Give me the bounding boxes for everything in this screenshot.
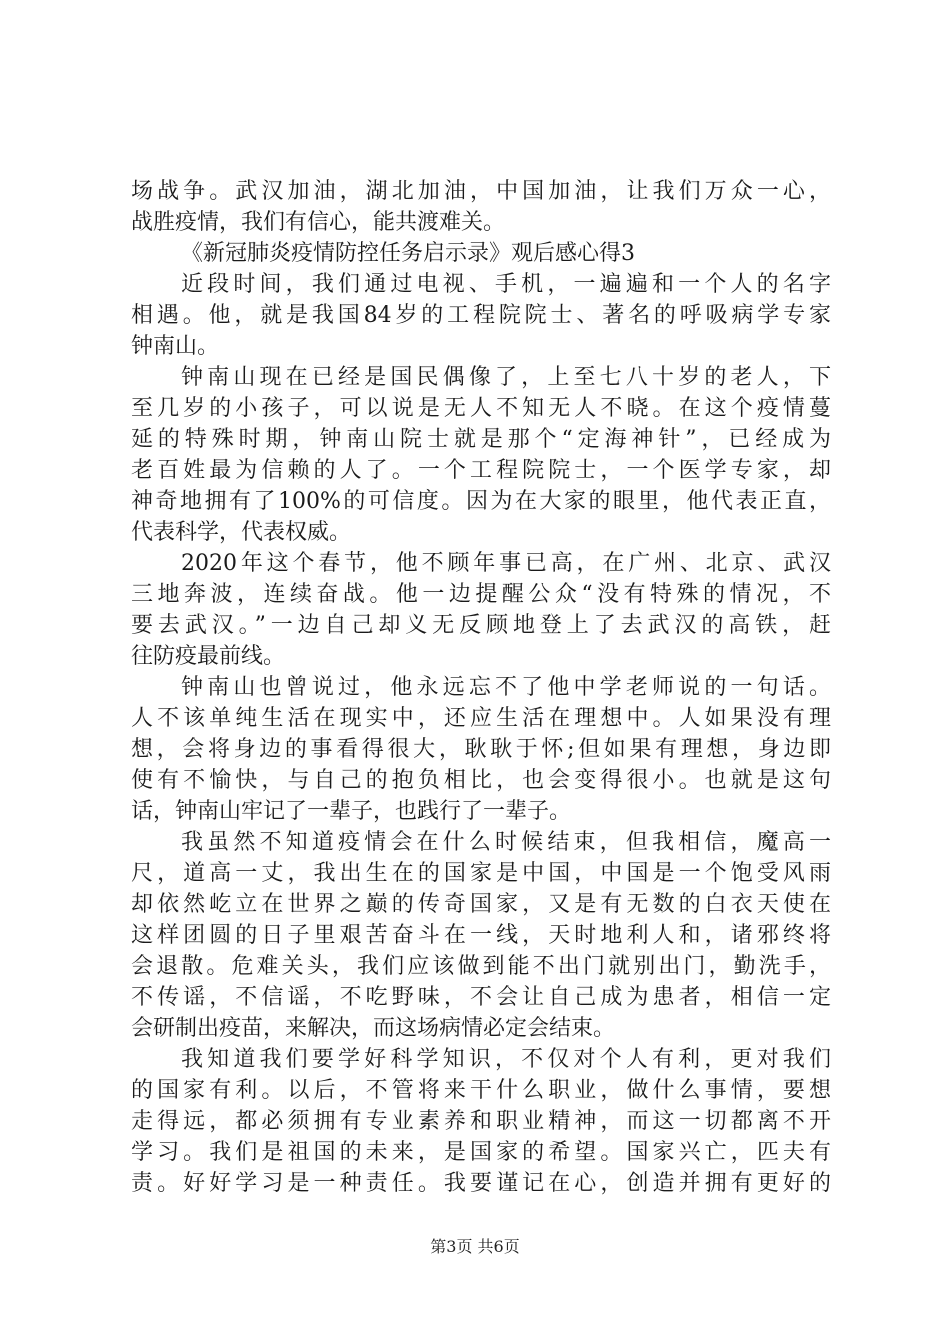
text-line: 会退散。危难关头，我们应该做到能不出门就别出门，勤洗手， [131,954,831,979]
text-line: 走得远，都必须拥有专业素养和职业精神，而这一切都离不开 [131,1109,831,1134]
section-title: 《新冠肺炎疫情防控任务启示录》观后感心得3 [181,241,635,266]
text-line: 战胜疫情，我们有信心，能共渡难关。 [131,210,506,235]
text-line: 延的特殊时期，钟南山院士就是那个“定海神针”，已经成为 [131,427,831,452]
text-line: 人不该单纯生活在现实中，还应生活在理想中。人如果没有理 [131,706,831,731]
text-line: 钟南山现在已经是国民偶像了，上至七八十岁的老人，下 [181,365,831,390]
text-line: 话，钟南山牢记了一辈子，也践行了一辈子。 [131,799,572,824]
text-line: 三地奔波，连续奋战。他一边提醒公众“没有特殊的情况，不 [131,582,831,607]
text-line: 学习。我们是祖国的未来，是国家的希望。国家兴亡，匹夫有 [131,1140,831,1165]
text-line: 神奇地拥有了100%的可信度。因为在大家的眼里，他代表正直， [131,489,831,514]
text-line: 不传谣，不信谣，不吃野味，不会让自己成为患者，相信一定 [131,985,831,1010]
text-line: 近段时间，我们通过电视、手机，一遍遍和一个人的名字 [181,272,831,297]
text-line: 钟南山。 [131,334,220,359]
page-number: 第3页 共6页 [430,1237,520,1256]
text-line: 要去武汉。”一边自己却义无反顾地登上了去武汉的高铁，赶 [131,613,831,638]
text-line: 想，会将身边的事看得很大，耿耿于怀;但如果有理想，身边即 [131,737,831,762]
text-line: 钟南山也曾说过，他永远忘不了他中学老师说的一句话。 [181,675,831,700]
text-line: 这样团圆的日子里艰苦奋斗在一线，天时地利人和，诸邪终将 [131,923,831,948]
text-line: 尺，道高一丈，我出生在的国家是中国，中国是一个饱受风雨 [131,861,831,886]
text-line: 责。好好学习是一种责任。我要谨记在心，创造并拥有更好的 [131,1171,831,1196]
text-line: 我虽然不知道疫情会在什么时候结束，但我相信，魔高一 [181,830,831,855]
text-line: 却依然屹立在世界之巅的传奇国家，又是有无数的白衣天使在 [131,892,831,917]
text-line: 老百姓最为信赖的人了。一个工程院院士，一个医学专家，却 [131,458,831,483]
text-line: 至几岁的小孩子，可以说是无人不知无人不晓。在这个疫情蔓 [131,396,831,421]
text-line: 使有不愉快，与自己的抱负相比，也会变得很小。也就是这句 [131,768,831,793]
text-line: 的国家有利。以后，不管将来干什么职业，做什么事情，要想 [131,1078,831,1103]
text-line: 会研制出疫苗，来解决，而这场病情必定会结束。 [131,1016,616,1041]
text-line: 场战争。武汉加油，湖北加油，中国加油，让我们万众一心， [131,179,831,204]
text-line: 2020年这个春节，他不顾年事已高，在广州、北京、武汉 [181,551,831,576]
text-line: 代表科学，代表权威。 [131,520,352,545]
text-line: 我知道我们要学好科学知识，不仅对个人有利，更对我们 [181,1047,831,1072]
text-line: 往防疫最前线。 [131,644,286,669]
text-line: 相遇。他，就是我国84岁的工程院院士、著名的呼吸病学专家 [131,303,831,328]
